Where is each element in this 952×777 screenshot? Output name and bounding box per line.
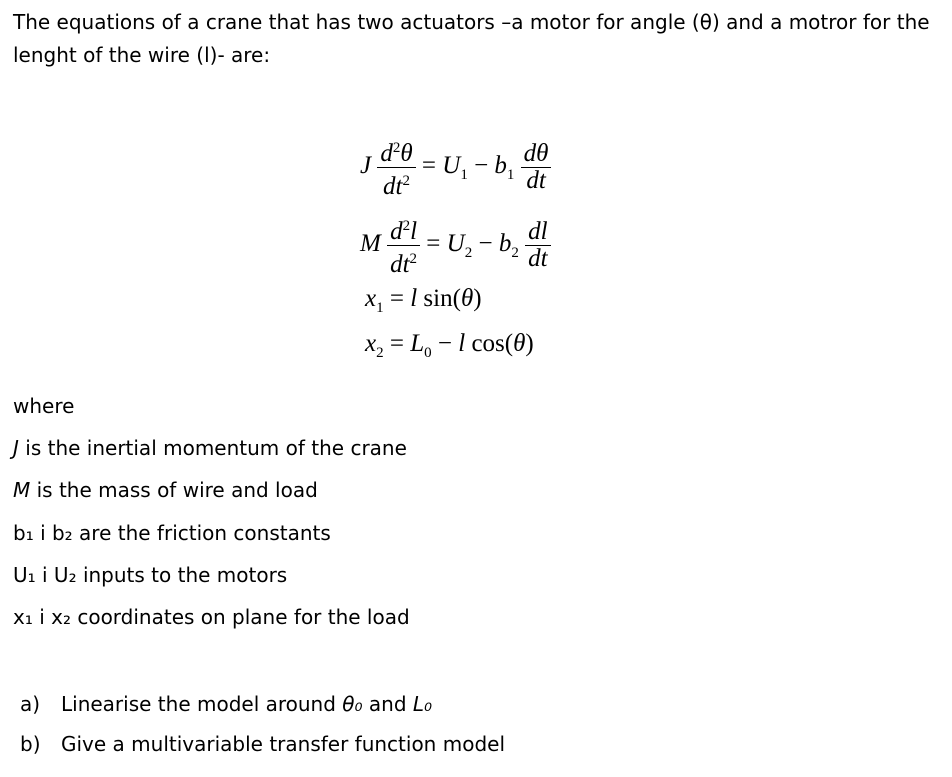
- equation-theta: J $\frac{d^2\theta}{dt^2}$ = $U_1 - b_1$ $\frac{d\theta}{dt}$: [360, 135, 551, 200]
- equation-x2: $x_2 = L_0 - l$ cos(θ): [365, 330, 534, 361]
- eq1-second-derivative: $\frac{d^2\theta}{dt^2}$: [377, 135, 415, 200]
- def-b: b₁ i b₂ are the friction constants: [13, 521, 331, 545]
- eq2-second-derivative: $\frac{d^2l}{dt^2}$: [387, 213, 420, 278]
- task-b: b) Give a multivariable transfer function model: [20, 732, 505, 756]
- problem-intro: The equations of a crane that has two actuators –a motor for angle (θ) and a motror for the lenght of the wire (l)- are:: [13, 10, 930, 67]
- where-label: where: [13, 394, 75, 418]
- def-j: J is the inertial momentum of the crane: [13, 436, 407, 460]
- def-u: U₁ i U₂ inputs to the motors: [13, 563, 288, 587]
- eq-M: M: [360, 230, 381, 258]
- def-m: M is the mass of wire and load: [13, 478, 318, 502]
- eq2-first-derivative: $\frac{dl}{dt}$: [525, 219, 550, 272]
- def-x: x₁ i x₂ coordinates on plane for the load: [13, 605, 410, 629]
- eq-J: J: [360, 152, 372, 180]
- eq1-first-derivative: $\frac{d\theta}{dt}$: [521, 141, 552, 194]
- equation-x1: $x_1 = l$ sin(θ): [365, 285, 482, 316]
- equation-length: M $\frac{d^2l}{dt^2}$ = $U_2 - b_2$ $\frac{dl}{dt}$: [360, 213, 551, 278]
- task-a: a) Linearise the model around θ₀ and L₀: [20, 692, 433, 716]
